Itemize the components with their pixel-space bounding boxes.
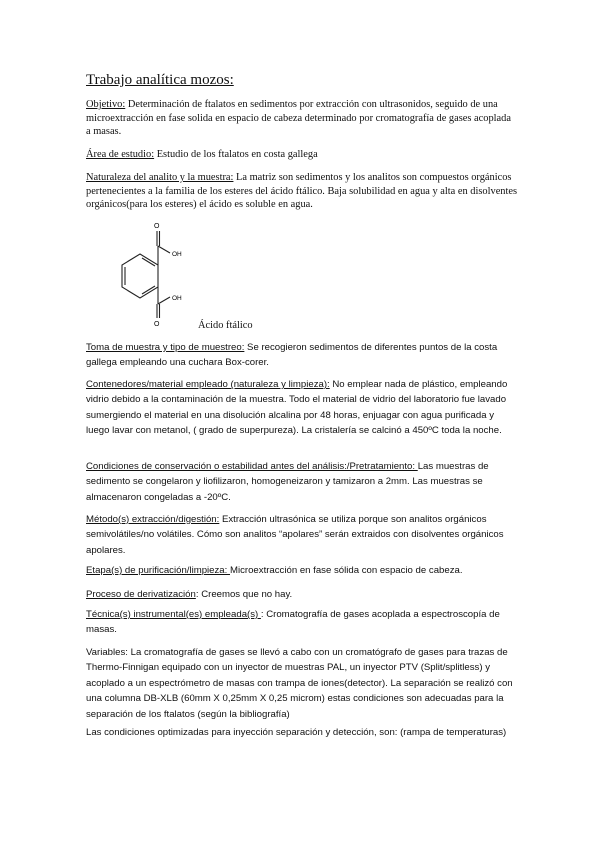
section-text: Extracción ultrasónica se utiliza porque son analitos orgánicos semivolátiles/no volátiles. Cómo son analitos “apolares” serán extraidos con disolventes orgánicos apolares. [86,514,504,556]
section-text: Se recogieron sedimentos de diferentes puntos de la costa gallega empleando una cuchara Box-corer. [86,342,498,369]
section-purificacion [86,563,518,578]
section-metodo-extraccion [86,512,518,558]
page-title: Trabajo analítica mozos: [86,72,234,88]
oxygen-label-top: O [154,223,160,230]
section-label: Proceso de derivatización [86,589,196,600]
phthalic-acid-diagram [88,216,198,330]
section-label: Condiciones de conservación o estabilidad antes del análisis:/Pretratamiento: [86,461,418,472]
section-label: Etapa(s) de purificación/limpieza: [86,565,230,576]
section-label: Contenedores/material empleado (naturaleza y limpieza): [86,379,330,390]
oh-label-top: OH [172,251,182,258]
section-text: La matriz son sedimentos y los analitos son compuestos orgánicos pertenecientes a la familia de los esteres del ácido ftálico. Baja solubilidad en agua y alta en disolventes orgánicos(para los esteres) el ácido es soluble en agua. [86,172,518,211]
section-label: Método(s) extracción/digestión: [86,514,220,525]
section-text: : Creemos que no hay. [195,589,293,600]
section-variables: Variables: La cromatografía de gases se llevó a cabo con un cromatógrafo de gases para trazas de Thermo-Finnigan equipado con un inyector de muestras PAL, un inyector PTV (Split/splitless) y acoplado a un espectrómetro de masas con trampa de iones(detector). La separación se realizó con una columna DB-XLB (60mm X 0,25mm X 0,25 microm) estas condiciones son adecuadas para la separación de los ftalatos (según la bibliografía) [86,647,513,720]
section-objetivo [86,98,518,139]
section-contenedores [86,377,518,439]
section-label: Área de estudio: [86,149,155,160]
oh-label-bottom: OH [172,295,182,302]
section-text: Determinación de ftalatos en sedimentos por extracción con ultrasonidos, seguido de una microextracción en fase solida en espacio de cabeza determinado por cromatografía de gases acoplada a masas. [86,99,511,138]
section-tecnica [86,607,518,638]
section-text: No emplear nada de plástico, empleando vidrio debido a la contaminación de la muestra. Todo el material de vidrio del laboratorio fue lavado sumergiendo el material en una disolución alcalina por 48 horas, enjuagar con agua purificada y luego lavar con metanol, ( grado de superpureza). La cristalería se calcinó a 450ºC toda la noche. [86,379,508,437]
section-label: Toma de muestra y tipo de muestreo: [86,342,245,353]
section-conservacion [86,459,518,505]
section-area-estudio [86,148,518,162]
section-derivatizacion [86,587,518,602]
section-toma-muestra [86,340,518,371]
section-text: : Cromatografía de gases acoplada a espectroscopía de masas. [86,609,500,636]
phthalic-acid-structure [88,216,198,330]
section-text: Estudio de los ftalatos en costa gallega [154,149,318,160]
figure-caption: Ácido ftálico [198,320,253,331]
section-condiciones-optimizadas: Las condiciones optimizadas para inyección separación y detección, son: (rampa de temperaturas) [86,727,507,738]
section-label: Naturaleza del analito y la muestra: [86,172,234,183]
section-label: Técnica(s) instrumental(es) empleada(s) [86,609,261,620]
section-text: Las muestras de sedimento se congelaron y liofilizaron, homogeneizaron y tamizaron a 2mm. Las muestras se almacenaron congeladas a -20ºC. [86,461,489,503]
section-naturaleza [86,171,518,212]
section-label: Objetivo: [86,99,126,110]
section-text: Microextracción en fase sólida con espacio de cabeza. [229,565,463,576]
oxygen-label-bottom: O [154,321,160,328]
